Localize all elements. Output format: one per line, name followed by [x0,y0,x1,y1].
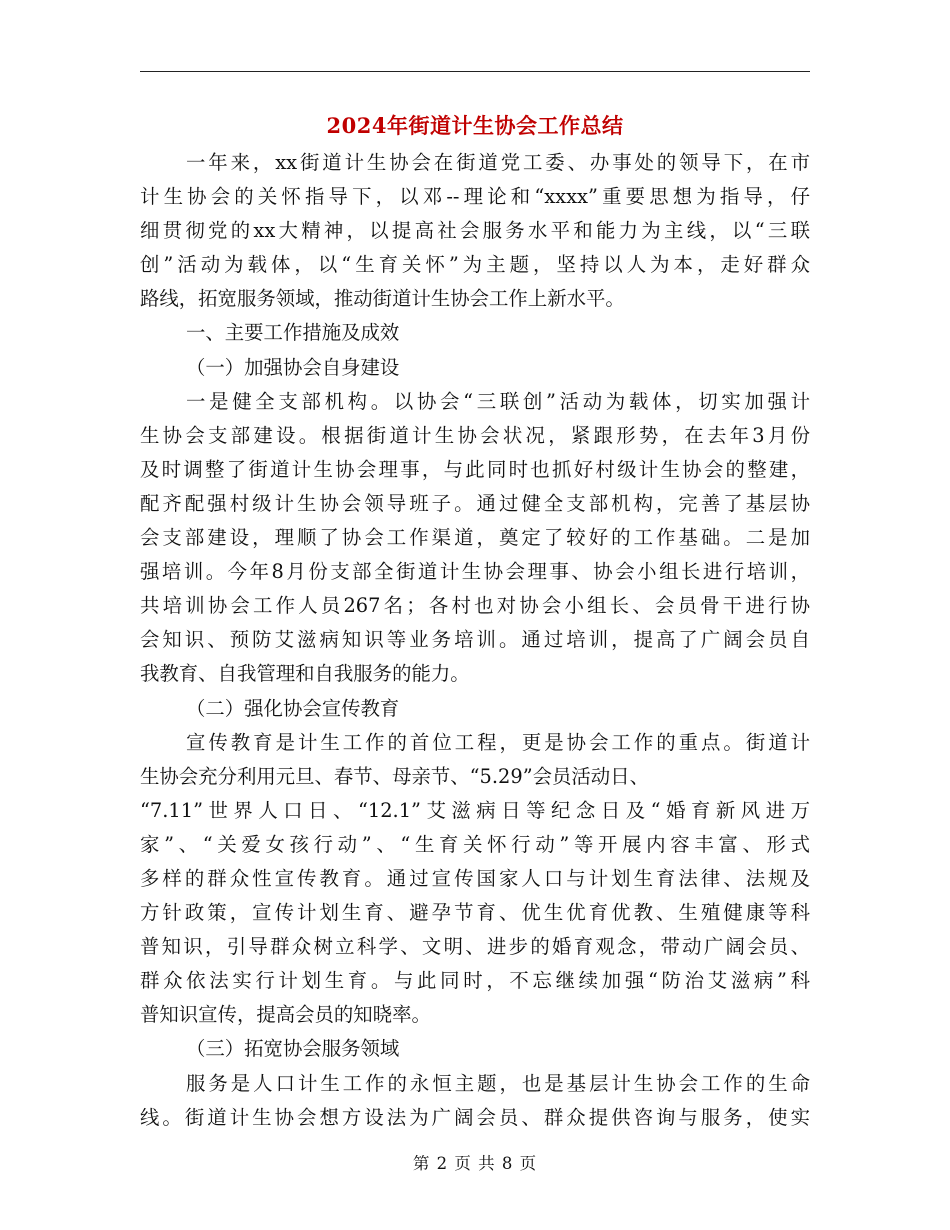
paragraph-line: 家”、“关爱女孩行动”、“生育关怀行动”等开展内容丰富、形式 [140,832,810,856]
paragraph-line: 普知识，引导群众树立科学、文明、进步的婚育观念，带动广阔会员、 [140,935,810,959]
paragraph-line: 方针政策，宣传计划生育、避孕节育、优生优育优教、生殖健康等科 [140,901,810,925]
paragraph-line: 一年来，xx街道计生协会在街道党工委、办事处的领导下，在市 [186,151,810,174]
paragraph-line: 一是健全支部机构。以协会“三联创”活动为载体，切实加强计 [186,389,810,413]
paragraph-line: “7.11”世界人口日、“12.1”艾滋病日等纪念日及“婚育新风进万 [140,798,810,822]
subsection-heading: （三）拓宽协会服务领域 [186,1037,400,1061]
paragraph-line: 普知识宣传，提高会员的知晓率。 [140,1003,431,1027]
paragraph-line: 强培训。今年8月份支部全街道计生协会理事、协会小组长进行培训， [140,560,810,584]
page-number: 第 2 页 共 8 页 [412,1154,538,1173]
paragraph-line: 细贯彻党的xx大精神，以提高社会服务水平和能力为主线，以“三联 [140,219,810,243]
paragraph-line: 群众依法实行计划生育。与此同时，不忘继续加强“防治艾滋病”科 [140,969,810,993]
paragraph-line: 生协会充分利用元旦、春节、母亲节、“5.29”会员活动日、 [140,764,649,788]
paragraph-line: 生协会支部建设。根据街道计生协会状况，紧跟形势，在去年3月份 [140,423,810,447]
paragraph-line: 配齐配强村级计生协会领导班子。通过健全支部机构，完善了基层协 [140,491,810,515]
paragraph-line: 宣传教育是计生工作的首位工程，更是协会工作的重点。街道计 [186,730,810,754]
document-body [140,146,810,1135]
paragraph-line: 及时调整了街道计生协会理事，与此同时也抓好村级计生协会的整建， [140,457,810,481]
paragraph-line: 会知识、预防艾滋病知识等业务培训。通过培训，提高了广阔会员自 [140,628,810,652]
paragraph-line: 路线，拓宽服务领域，推动街道计生协会工作上新水平。 [140,287,625,311]
paragraph-line: 我教育、自我管理和自我服务的能力。 [140,662,470,686]
document-title: 2024年街道计生协会工作总结 [326,113,624,138]
paragraph-line: 会支部建设，理顺了协会工作渠道，奠定了较好的工作基础。二是加 [140,526,810,550]
paragraph-line: 多样的群众性宣传教育。通过宣传国家人口与计划生育法律、法规及 [140,866,810,890]
paragraph-line: 服务是人口计生工作的永恒主题，也是基层计生协会工作的生命 [186,1071,810,1095]
subsection-heading: （二）强化协会宣传教育 [186,696,400,720]
paragraph-line: 线。街道计生协会想方设法为广阔会员、群众提供咨询与服务，使实 [140,1105,810,1129]
paragraph-line: 计生协会的关怀指导下，以邓--理论和“xxxx”重要思想为指导，仔 [140,185,810,209]
paragraph-line: 共培训协会工作人员267名；各村也对协会小组长、会员骨干进行协 [140,594,810,618]
section-heading: 一、主要工作措施及成效 [186,321,400,345]
paragraph-line: 创”活动为载体，以“生育关怀”为主题，坚持以人为本，走好群众 [140,253,810,277]
header-rule [140,71,810,72]
subsection-heading: （一）加强协会自身建设 [186,355,400,379]
